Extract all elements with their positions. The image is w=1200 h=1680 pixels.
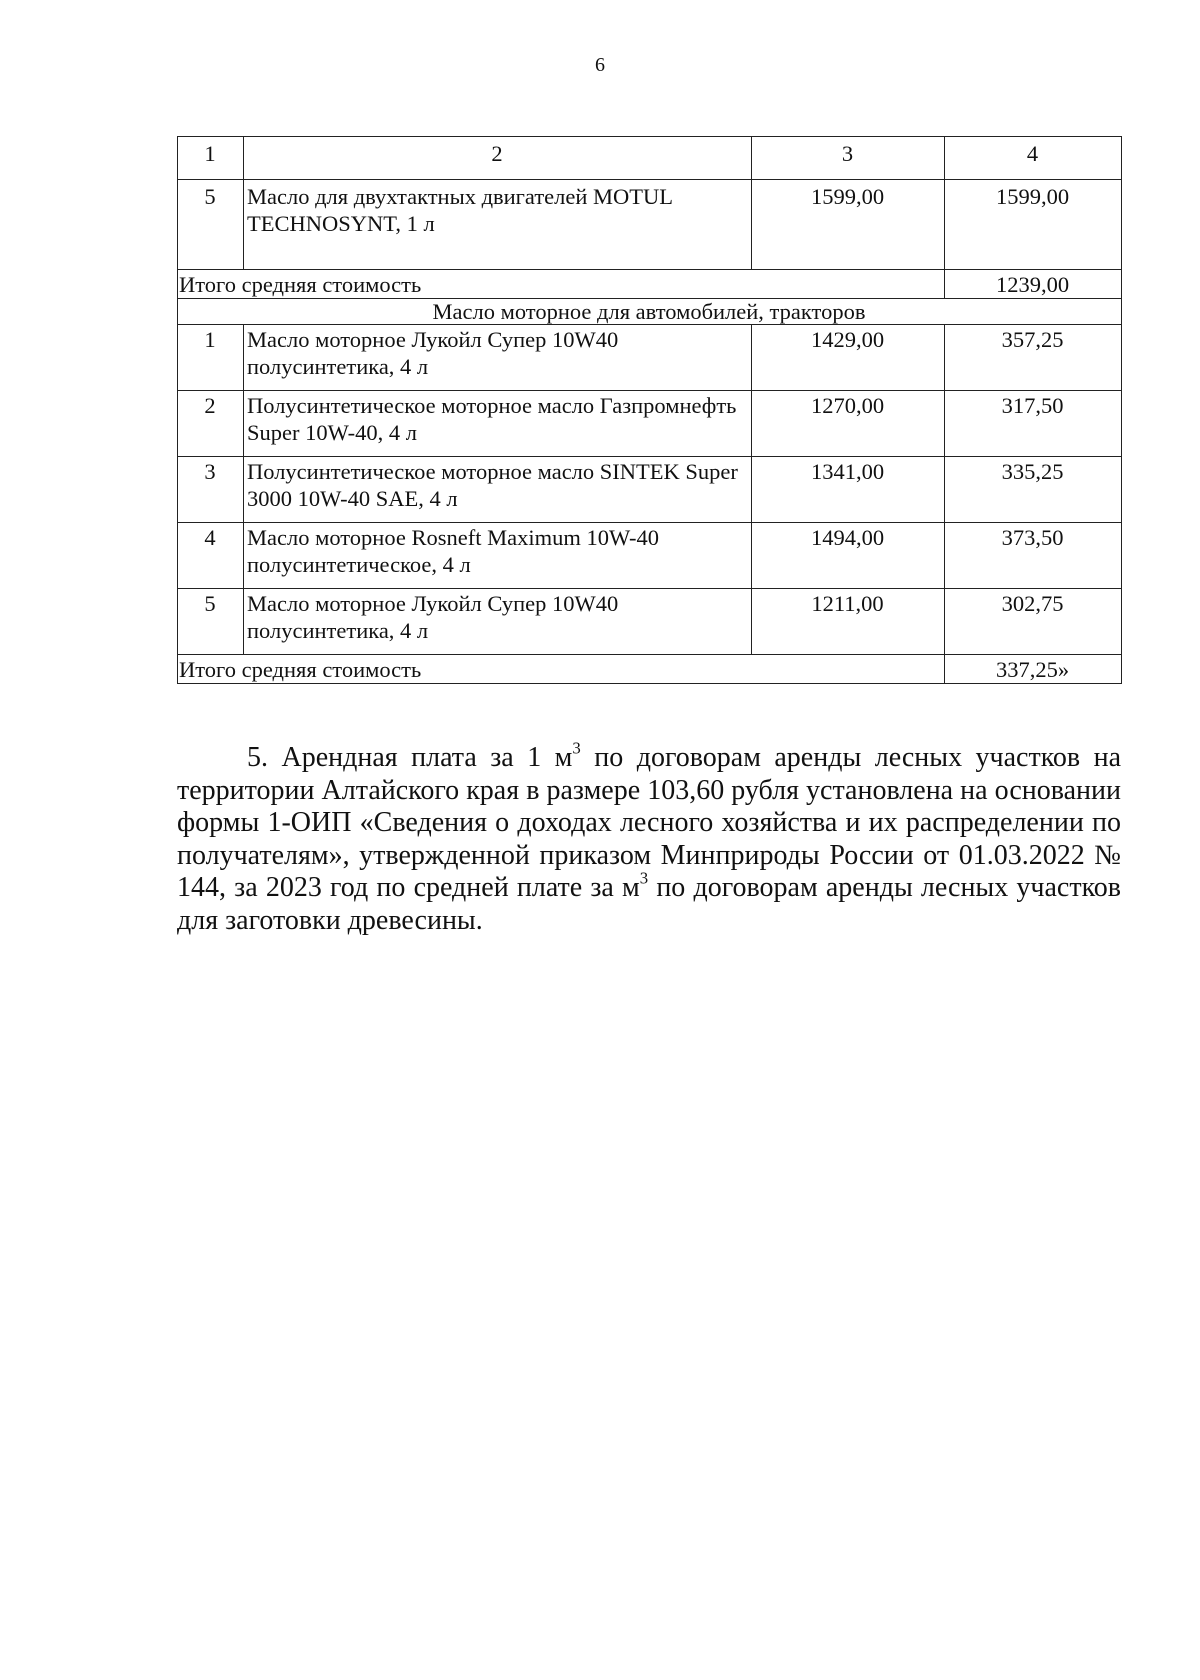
row-unit-price: 1599,00	[945, 180, 1122, 270]
row-unit-price: 373,50	[945, 523, 1122, 589]
row-number: 5	[178, 180, 244, 270]
row-name: Полусинтетическое моторное масло SINTEK Super 3000 10W-40 SAE, 4 л	[244, 457, 752, 523]
table-row	[178, 391, 1122, 457]
row-price: 1599,00	[752, 180, 945, 270]
page-number: 6	[595, 54, 605, 76]
header-cell: 2	[244, 137, 752, 180]
section-row	[178, 299, 1122, 325]
total-label: Итого средняя стоимость	[178, 655, 945, 684]
paragraph-text: по договорам аренды лесных участков на территории Алтайского края в размере 103,60 рубля установлена на основании формы 1-ОИП «Сведения о доходах лесного хозяйства и их распределении по получателям», утвержденной приказом Минприроды России от 01.03.2022 № 144, за 2023 год по средней плате за м	[177, 742, 1121, 903]
paragraph-text: 5. Арендная плата за 1 м	[247, 742, 573, 773]
header-cell: 4	[945, 137, 1122, 180]
superscript: 3	[572, 738, 581, 758]
price-table	[177, 136, 1122, 684]
row-number: 1	[178, 325, 244, 391]
row-name: Масло для двухтактных двигателей MOTUL TECHNOSYNT, 1 л	[244, 180, 752, 270]
row-unit-price: 335,25	[945, 457, 1122, 523]
total-row	[178, 270, 1122, 299]
row-unit-price: 302,75	[945, 589, 1122, 655]
total-label: Итого средняя стоимость	[178, 270, 945, 299]
row-name: Масло моторное Лукойл Супер 10W40 полусинтетика, 4 л	[244, 325, 752, 391]
row-price: 1211,00	[752, 589, 945, 655]
superscript: 3	[639, 868, 649, 888]
row-number: 2	[178, 391, 244, 457]
paragraph-text: по договорам аренды лесных участков для заготовки древесины.	[177, 872, 1121, 936]
table-row	[178, 325, 1122, 391]
table-row	[178, 180, 1122, 270]
table-header-row	[178, 137, 1122, 180]
row-price: 1494,00	[752, 523, 945, 589]
row-name: Полусинтетическое моторное масло Газпромнефть Super 10W-40, 4 л	[244, 391, 752, 457]
section-title: Масло моторное для автомобилей, тракторов	[178, 299, 1122, 325]
table-row	[178, 589, 1122, 655]
row-price: 1341,00	[752, 457, 945, 523]
total-row	[178, 655, 1122, 684]
row-unit-price: 357,25	[945, 325, 1122, 391]
header-cell: 3	[752, 137, 945, 180]
row-price: 1270,00	[752, 391, 945, 457]
header-cell: 1	[178, 137, 244, 180]
total-value: 1239,00	[945, 270, 1122, 299]
total-value: 337,25»	[945, 655, 1122, 684]
row-number: 4	[178, 523, 244, 589]
table-row	[178, 523, 1122, 589]
table-row	[178, 457, 1122, 523]
row-unit-price: 317,50	[945, 391, 1122, 457]
row-name: Масло моторное Rosneft Maximum 10W-40 полусинтетическое, 4 л	[244, 523, 752, 589]
row-number: 3	[178, 457, 244, 523]
body-paragraph	[177, 738, 1121, 937]
row-name: Масло моторное Лукойл Супер 10W40 полусинтетика, 4 л	[244, 589, 752, 655]
row-price: 1429,00	[752, 325, 945, 391]
row-number: 5	[178, 589, 244, 655]
